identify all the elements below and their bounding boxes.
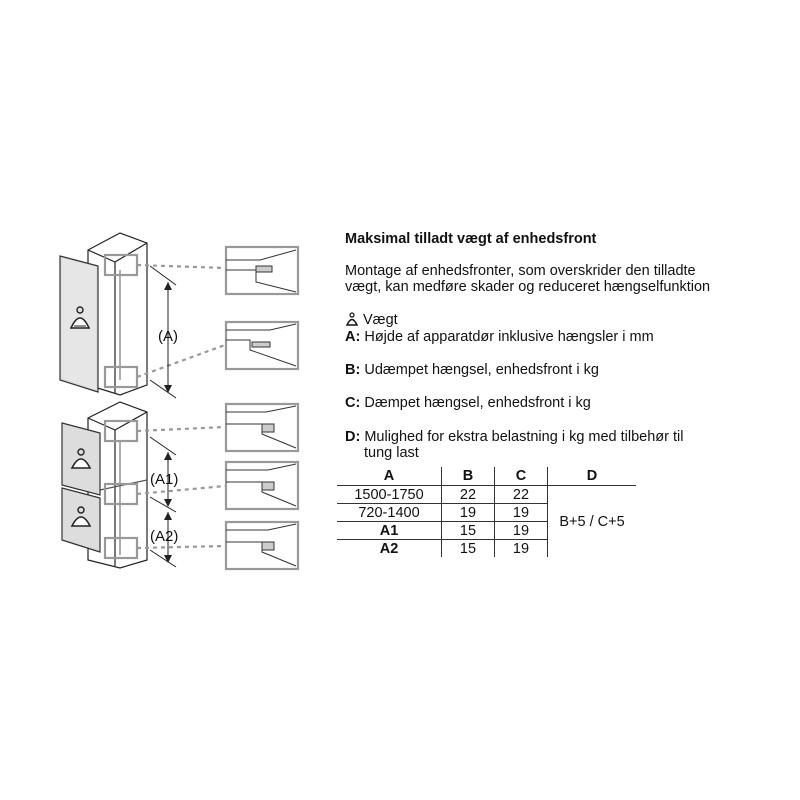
legend-d-key: D:: [345, 429, 361, 445]
legend-b-text: Udæmpet hængsel, enhedsfront i kg: [364, 362, 599, 378]
table-cell: A2: [379, 540, 399, 557]
table-header-c: C: [495, 467, 548, 486]
legend-d-line2: tung last: [364, 445, 419, 461]
legend-c-text: Dæmpet hængsel, enhedsfront i kg: [364, 395, 591, 411]
legend-a: [345, 329, 654, 345]
table-cell: 19: [495, 522, 548, 540]
table-cell: 15: [442, 540, 495, 558]
table-cell: 1500-1750: [337, 486, 442, 504]
table-cell-d: B+5 / C+5: [548, 486, 637, 558]
weight-table: [337, 467, 636, 557]
table-cell: 19: [495, 540, 548, 558]
table-cell: 19: [442, 504, 495, 522]
page-title: Maksimal tilladt vægt af enhedsfront: [345, 231, 597, 247]
legend-weight: [345, 312, 398, 328]
intro-line: vægt, kan medføre skader og reduceret hængselfunktion: [345, 279, 711, 295]
legend-d: [345, 429, 684, 445]
legend-b-key: B:: [345, 362, 361, 378]
legend-b: [345, 362, 599, 378]
legend-d-text: Mulighed for ekstra belastning i kg med tilbehør til: [364, 429, 684, 445]
legend-a-text: Højde af apparatdør inklusive hængsler i mm: [364, 329, 654, 345]
hinge-detail-boxes: [226, 247, 298, 569]
table-cell: 22: [495, 486, 548, 504]
dimension-label-a2: (A2): [150, 528, 179, 545]
dimension-label-a: (A): [158, 328, 178, 345]
table-cell: 720-1400: [337, 504, 442, 522]
legend-weight-label: Vægt: [363, 312, 398, 328]
weight-icon: [345, 312, 359, 326]
table-header-a: A: [337, 467, 442, 486]
table-cell: A1: [337, 522, 442, 540]
dimension-label-a1: (A1): [150, 471, 179, 488]
intro-text: [345, 263, 710, 295]
installation-diagram: [0, 0, 340, 800]
dimension-lines: [150, 266, 179, 567]
table-cell: 15: [442, 522, 495, 540]
table-header-b: B: [442, 467, 495, 486]
legend-a-key: A:: [345, 329, 361, 345]
legend-c-key: C:: [345, 395, 361, 411]
table-header-d: D: [548, 467, 637, 486]
table-header: [337, 467, 636, 486]
appliance-single-door: [60, 233, 147, 395]
table-cell: 19: [495, 504, 548, 522]
legend-c: [345, 395, 591, 411]
table-row: [337, 486, 636, 504]
table-cell: 22: [442, 486, 495, 504]
intro-line: Montage af enhedsfronter, som overskrider den tilladte: [345, 263, 696, 279]
